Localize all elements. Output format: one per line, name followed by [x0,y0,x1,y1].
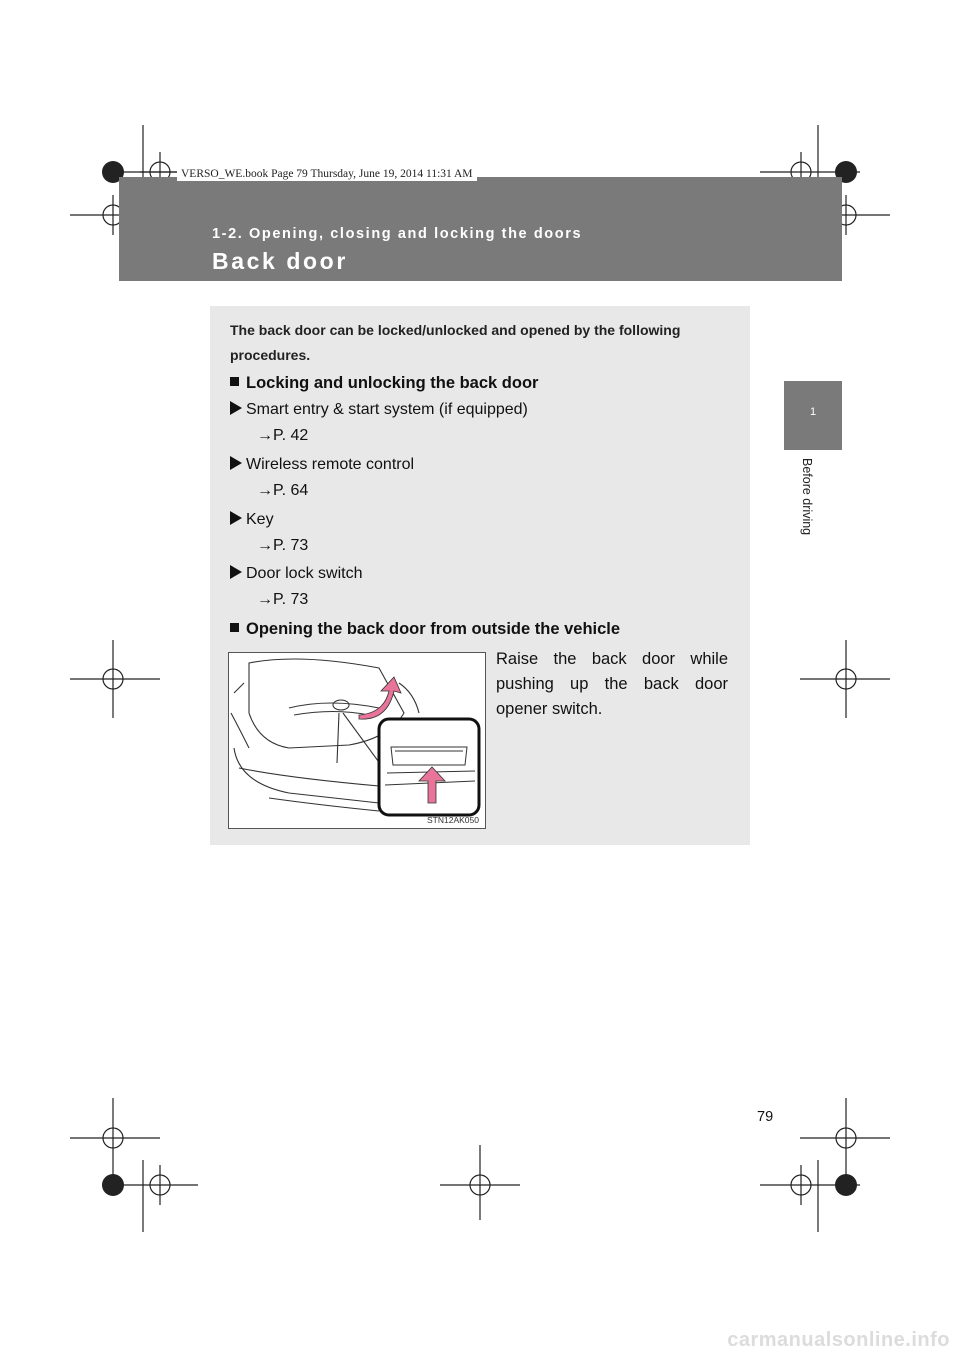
square-bullet-icon [230,623,239,632]
opening-heading-text: Opening the back door from outside the vehicle [246,620,621,638]
list-item [230,456,414,474]
item-label: Wireless remote control [246,456,415,473]
page-reference[interactable]: →P. 42 [257,427,309,444]
item-label: Key [246,511,274,528]
item-label: Door lock switch [246,565,363,582]
item-label: Smart entry & start system (if equipped) [246,401,528,418]
footer [0,1322,960,1358]
page-number: 79 [757,1109,774,1125]
triangle-bullet-icon [230,401,242,415]
opening-heading [230,620,620,639]
footer-watermark[interactable]: carmanualsonline.info [727,1329,950,1351]
page-reference[interactable]: →P. 73 [257,537,309,554]
list-item [230,565,362,583]
section-label: 1-2. Opening, closing and locking the doors [212,226,583,242]
intro-text: The back door can be locked/unlocked and opened by the following procedures. [230,322,681,363]
list-item [230,401,528,419]
page-title: Back door [212,248,348,274]
opening-description: Raise the back door while pushing up the back door opener switch. [496,650,728,718]
locking-heading-text: Locking and unlocking the back door [246,374,539,392]
book-stamp: VERSO_WE.book Page 79 Thursday, June 19, 2014 11:31 AM [177,167,477,181]
back-door-illustration [228,652,486,829]
vehicle-rear-drawing [229,653,485,828]
list-item [230,511,274,529]
square-bullet-icon [230,377,239,386]
chapter-tab [784,381,842,450]
figure-code: STN12AK050 [427,815,479,825]
chapter-label: Before driving [800,458,814,536]
chapter-number: 1 [809,406,817,418]
triangle-bullet-icon [230,456,242,470]
triangle-bullet-icon [230,565,242,579]
triangle-bullet-icon [230,511,242,525]
locking-heading [230,374,538,393]
page-reference[interactable]: →P. 73 [257,591,309,608]
page-reference[interactable]: →P. 64 [257,482,309,499]
